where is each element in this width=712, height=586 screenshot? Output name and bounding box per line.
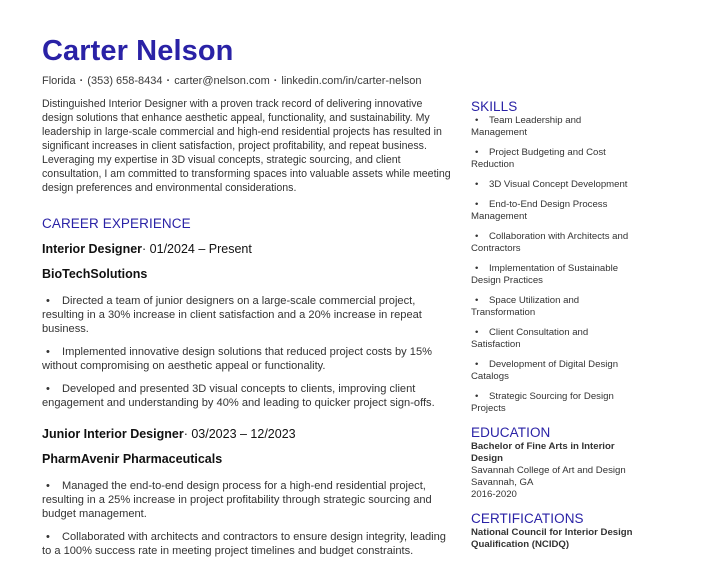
- contact-linkedin[interactable]: linkedin.com/in/carter-nelson: [281, 75, 422, 87]
- separator-dot: ·: [166, 75, 171, 87]
- education-section: [471, 425, 636, 501]
- skill-text: Project Budgeting and Cost Reduction: [471, 147, 606, 170]
- separator-dot: ·: [273, 75, 278, 87]
- skill-item: [471, 179, 636, 191]
- job-dates: · 01/2024 – Present: [142, 242, 252, 256]
- section-title-career-experience: CAREER EXPERIENCE: [42, 216, 191, 231]
- bullet-text: Collaborated with architects and contractors to ensure design integrity, leading to a 100% success rate in meeting project timelines and budget constraints.: [42, 531, 446, 557]
- education-years: 2016-2020: [471, 489, 517, 500]
- bullet-icon: •: [475, 231, 479, 242]
- job-bullets: [42, 294, 452, 410]
- job-role: Junior Interior Designer: [42, 427, 184, 441]
- bullet-text: Directed a team of junior designers on a large-scale commercial project, resulting in a 30% increase in client satisfaction and a 20% increase in repeat business.: [42, 295, 422, 335]
- contact-phone: (353) 658-8434: [87, 75, 163, 87]
- education-school: Savannah College of Art and Design: [471, 465, 626, 476]
- job-company: BioTechSolutions: [42, 267, 148, 281]
- section-title-skills: SKILLS: [471, 99, 518, 114]
- contact-email[interactable]: carter@nelson.com: [174, 75, 270, 87]
- bullet-text: Implemented innovative design solutions that reduced project costs by 15% without compromising on aesthetic appeal or functionality.: [42, 346, 433, 372]
- bullet-icon: •: [46, 383, 50, 395]
- bullet-item: [42, 479, 452, 521]
- skill-item: [471, 295, 636, 319]
- section-title-certifications: CERTIFICATIONS: [471, 511, 584, 526]
- certification-item: National Council for Interior Design Qualification (NCIDQ): [471, 527, 633, 550]
- skill-text: Strategic Sourcing for Design Projects: [471, 391, 614, 414]
- job-dates: · 03/2023 – 12/2023: [183, 427, 296, 441]
- skill-text: End-to-End Design Process Management: [471, 199, 608, 222]
- bullet-icon: •: [46, 480, 50, 492]
- skill-text: Implementation of Sustainable Design Practices: [471, 263, 619, 286]
- bullet-text: Managed the end-to-end design process for a high-end residential project, resulting in a 25% increase in project profitability through strategic sourcing and budget management.: [42, 480, 432, 520]
- bullet-icon: •: [46, 295, 50, 307]
- bullet-icon: •: [475, 147, 479, 158]
- bullet-text: Developed and presented 3D visual concepts to clients, improving client engagement and understanding by 40% and leading to quicker project sign-offs.: [42, 383, 435, 409]
- bullet-icon: •: [475, 295, 479, 306]
- skill-text: Development of Digital Design Catalogs: [471, 359, 619, 382]
- certifications-section: [471, 511, 636, 551]
- skill-item: [471, 115, 636, 139]
- skill-text: 3D Visual Concept Development: [489, 179, 628, 190]
- bullet-icon: •: [46, 531, 50, 543]
- bullet-icon: •: [475, 327, 479, 338]
- main-column: [42, 97, 452, 567]
- bullet-icon: •: [475, 391, 479, 402]
- sidebar-column: [471, 99, 636, 551]
- bullet-item: [42, 294, 452, 336]
- skill-text: Team Leadership and Management: [471, 115, 582, 138]
- bullet-icon: •: [475, 359, 479, 370]
- skill-text: Space Utilization and Transformation: [471, 295, 580, 318]
- job-role: Interior Designer: [42, 242, 143, 256]
- job-company: PharmAvenir Pharmaceuticals: [42, 452, 223, 466]
- bullet-icon: •: [475, 115, 479, 126]
- bullet-icon: •: [475, 199, 479, 210]
- summary-paragraph: Distinguished Interior Designer with a proven track record of delivering innovative design solutions that enhance aesthetic appeal, functionality, and sustainability. My leadership in large-scale commercial and high-end residential projects has resulted in significant increases in client satisfaction, project profitability, and repeat business. Leveraging my expertise in 3D visual concepts, strategic sourcing, and client consultation, I am committed to transforming spaces into valuable assets while meeting design preferences and environmental considerations.: [42, 98, 451, 194]
- job-bullets: [42, 479, 452, 558]
- separator-dot: ·: [79, 75, 84, 87]
- skill-item: [471, 231, 636, 255]
- skill-item: [471, 327, 636, 351]
- candidate-name: Carter Nelson: [42, 35, 234, 67]
- skill-item: [471, 147, 636, 171]
- skill-text: Client Consultation and Satisfaction: [471, 327, 589, 350]
- skill-item: [471, 359, 636, 383]
- education-location: Savannah, GA: [471, 477, 534, 488]
- bullet-item: [42, 382, 452, 410]
- bullet-icon: •: [46, 346, 50, 358]
- bullet-item: [42, 530, 452, 558]
- skill-item: [471, 199, 636, 223]
- job-entry: [42, 426, 452, 558]
- job-title-line: [42, 241, 452, 257]
- skills-list: [471, 115, 636, 415]
- education-degree: Bachelor of Fine Arts in Interior Design: [471, 441, 615, 464]
- skill-item: [471, 263, 636, 287]
- bullet-icon: •: [475, 263, 479, 274]
- bullet-item: [42, 345, 452, 373]
- job-entry: [42, 241, 452, 410]
- section-title-education: EDUCATION: [471, 425, 551, 440]
- bullet-icon: •: [475, 179, 479, 190]
- job-title-line: [42, 426, 452, 442]
- skill-text: Collaboration with Architects and Contractors: [471, 231, 629, 254]
- contact-line: [42, 74, 421, 88]
- contact-location: Florida: [42, 75, 76, 87]
- skill-item: [471, 391, 636, 415]
